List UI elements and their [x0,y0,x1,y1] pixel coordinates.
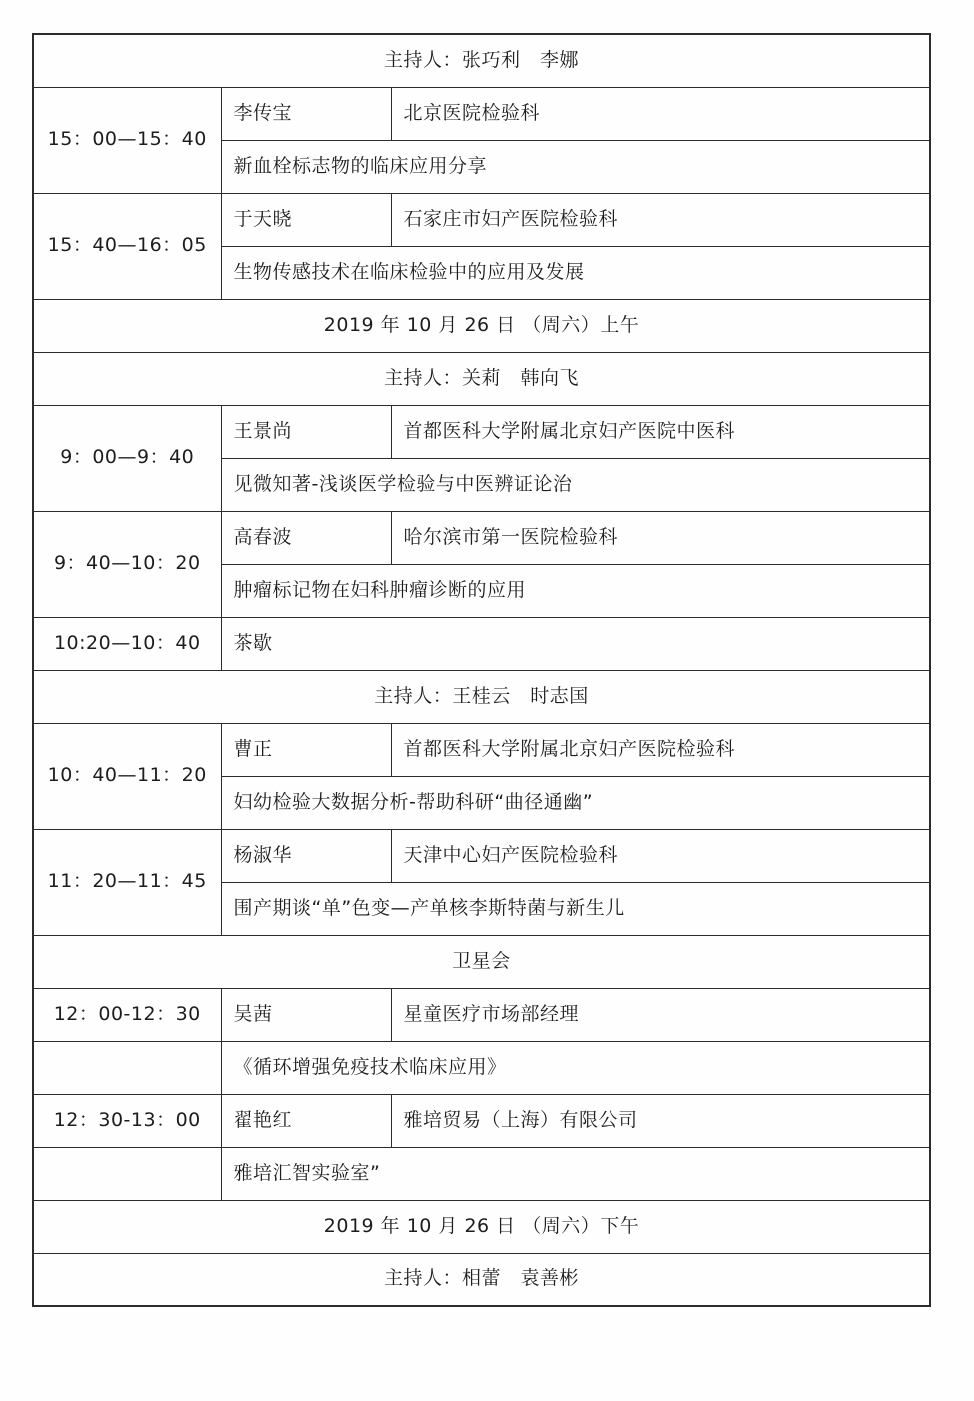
session-header-row [33,299,930,352]
speaker-cell: 高春波 [221,511,391,564]
time-cell: 9：00—9：40 [33,405,221,511]
time-cell: 10：40—11：20 [33,723,221,829]
session-header-cell: 2019 年 10 月 26 日 （周六）上午 [33,299,930,352]
talk-speaker-row [33,511,930,564]
topic-cell: 见微知著-浅谈医学检验与中医辨证论治 [221,458,930,511]
affiliation-cell: 天津中心妇产医院检验科 [391,829,930,882]
talk-speaker-row [33,723,930,776]
topic-cell: 妇幼检验大数据分析-帮助科研“曲径通幽” [221,776,930,829]
time-cell: 15：40—16：05 [33,193,221,299]
session-header-cell: 主持人：相蕾 袁善彬 [33,1253,930,1306]
speaker-cell: 吴茜 [221,988,391,1041]
conference-schedule-table [32,33,931,1307]
topic-cell: 雅培汇智实验室” [221,1147,930,1200]
speaker-cell: 于天晓 [221,193,391,246]
affiliation-cell: 星童医疗市场部经理 [391,988,930,1041]
session-header-cell: 卫星会 [33,935,930,988]
talk-topic-row [33,1041,930,1094]
talk-topic-row [33,1147,930,1200]
session-header-cell: 2019 年 10 月 26 日 （周六）下午 [33,1200,930,1253]
affiliation-cell: 首都医科大学附属北京妇产医院中医科 [391,405,930,458]
time-cell: 9：40—10：20 [33,511,221,617]
topic-cell: 新血栓标志物的临床应用分享 [221,140,930,193]
affiliation-cell: 首都医科大学附属北京妇产医院检验科 [391,723,930,776]
time-cell: 15：00—15：40 [33,87,221,193]
speaker-cell: 杨淑华 [221,829,391,882]
session-header-row [33,670,930,723]
talk-speaker-row [33,988,930,1041]
time-cell: 12：30-13：00 [33,1094,221,1147]
time-cell: 12：00-12：30 [33,988,221,1041]
session-header-row [33,34,930,87]
session-header-row [33,1200,930,1253]
schedule-table-body [33,34,930,1306]
break-label-cell: 茶歇 [221,617,930,670]
talk-speaker-row [33,87,930,140]
talk-speaker-row [33,193,930,246]
session-header-row [33,935,930,988]
empty-time-cell [33,1147,221,1200]
session-header-row [33,352,930,405]
time-cell: 11：20—11：45 [33,829,221,935]
affiliation-cell: 雅培贸易（上海）有限公司 [391,1094,930,1147]
session-header-cell: 主持人：王桂云 时志国 [33,670,930,723]
affiliation-cell: 北京医院检验科 [391,87,930,140]
speaker-cell: 翟艳红 [221,1094,391,1147]
topic-cell: 围产期谈“单”色变—产单核李斯特菌与新生儿 [221,882,930,935]
topic-cell: 肿瘤标记物在妇科肿瘤诊断的应用 [221,564,930,617]
break-row [33,617,930,670]
session-header-cell: 主持人：张巧利 李娜 [33,34,930,87]
topic-cell: 生物传感技术在临床检验中的应用及发展 [221,246,930,299]
topic-cell: 《循环增强免疫技术临床应用》 [221,1041,930,1094]
time-cell: 10:20—10：40 [33,617,221,670]
talk-speaker-row [33,829,930,882]
session-header-cell: 主持人：关莉 韩向飞 [33,352,930,405]
speaker-cell: 王景尚 [221,405,391,458]
session-header-row [33,1253,930,1306]
talk-speaker-row [33,1094,930,1147]
talk-speaker-row [33,405,930,458]
speaker-cell: 李传宝 [221,87,391,140]
empty-time-cell [33,1041,221,1094]
affiliation-cell: 哈尔滨市第一医院检验科 [391,511,930,564]
speaker-cell: 曹正 [221,723,391,776]
affiliation-cell: 石家庄市妇产医院检验科 [391,193,930,246]
